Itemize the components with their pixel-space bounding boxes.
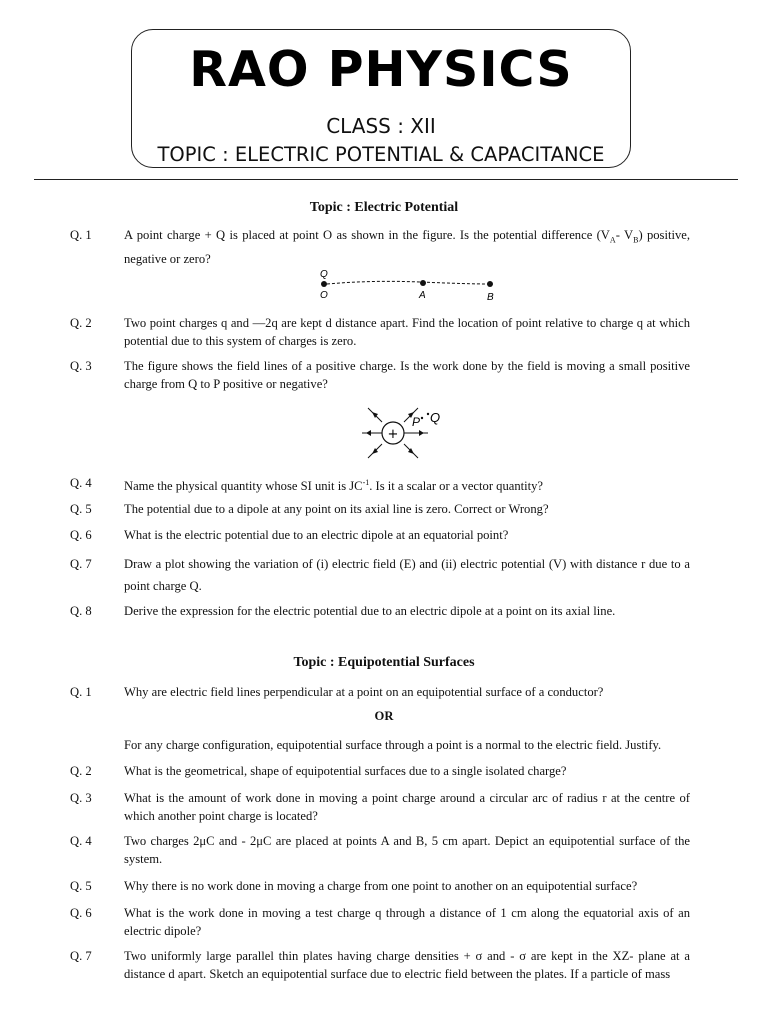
question-number: Q. 5 <box>70 502 92 516</box>
question-number: Q. 2 <box>70 316 92 330</box>
question-number: Q. 7 <box>70 949 92 963</box>
point-a <box>420 280 426 286</box>
topic-line: TOPIC : ELECTRIC POTENTIAL & CAPACITANCE <box>157 143 605 166</box>
question-text: What is the electric potential due to an electric dipole at an equatorial point? <box>124 528 509 542</box>
section-title-equipotential-surfaces: Topic : Equipotential Surfaces <box>293 655 475 670</box>
question-text: Two charges 2μC and - 2μC are placed at points A and B, 5 cm apart. Depict an equipotential surface of the system. <box>124 834 690 866</box>
question-number: Q. 4 <box>70 834 92 848</box>
figure-label-b: B <box>487 292 494 303</box>
question-text: Name the physical quantity whose SI unit is $JC^{-1}$. Is it a scalar or a vector quantity? <box>124 478 544 494</box>
figure-label-q: Q <box>320 269 328 280</box>
field-lines-figure <box>358 400 458 464</box>
brand-title: RAO PHYSICS <box>189 41 573 98</box>
or-separator: OR <box>374 709 394 723</box>
question-number: Q. 1 <box>70 228 92 242</box>
section-title-electric-potential: Topic : Electric Potential <box>309 200 459 215</box>
point-p-dot <box>421 417 423 419</box>
question-text: Two point charges q and —2q are kept d distance apart. Find the location of point relative to charge q at which potential due to this system of charges is zero. <box>124 316 690 348</box>
question-number: Q. 7 <box>70 557 92 571</box>
question-number: Q. 6 <box>70 906 92 920</box>
question-number: Q. 3 <box>70 791 92 805</box>
question-text: What is the amount of work done in moving a point charge around a circular arc of radius r at the centre of which another point charge is located? <box>124 791 690 823</box>
question-number: Q. 5 <box>70 879 92 893</box>
question-text: Why are electric field lines perpendicular at a point on an equipotential surface of a conductor? <box>124 685 604 699</box>
question-text: What is the work done in moving a test charge q through a distance of 1 cm along the equatorial axis of an electric dipole? <box>124 906 690 938</box>
question-number: Q. 4 <box>70 476 92 490</box>
question-text: The figure shows the field lines of a positive charge. Is the work done by the field is moving a small positive charge from Q to P positive or negative? <box>124 359 690 391</box>
arrow-head <box>366 430 371 436</box>
header-divider <box>34 179 738 180</box>
question-text: Two uniformly large parallel thin plates having charge densities + σ and - σ are kept in the XZ- plane at a distance d apart. Sketch an equipotential surface due to electric field between the plates. If a particle of mass <box>124 949 690 981</box>
point-b <box>487 281 493 287</box>
figure-label-a: A <box>419 290 426 301</box>
plus-sign: + <box>387 427 399 442</box>
question-text: Why there is no work done in moving a charge from one point to another on an equipotential surface? <box>124 879 638 893</box>
charge-point-o <box>321 281 327 287</box>
figure-label-o: O <box>320 290 328 301</box>
question-text: What is the geometrical, shape of equipotential surfaces due to a single isolated charge? <box>124 764 567 778</box>
figure-label-p: P <box>412 415 421 429</box>
question-text: Draw a plot showing the variation of (i) electric field (E) and (ii) electric potential (V) with distance r due to a point charge Q. <box>124 557 690 593</box>
question-number: Q. 1 <box>70 685 92 699</box>
question-number: Q. 8 <box>70 604 92 618</box>
question-text: The potential due to a dipole at any point on its axial line is zero. Correct or Wrong? <box>124 502 549 516</box>
header-box <box>131 29 631 168</box>
figure-label-q: Q <box>430 410 441 425</box>
question-text: A point charge + Q is placed at point O as shown in the figure. Is the potential difference ($V_A-$ $V_B$) positive, negative or zero? <box>124 228 690 266</box>
class-line: CLASS : XII <box>326 114 436 138</box>
question-number: Q. 2 <box>70 764 92 778</box>
question-text: For any charge configuration, equipotential surface through a point is a normal to the electric field. Justify. <box>124 738 662 752</box>
point-q-dot <box>427 413 429 415</box>
question-text: Derive the expression for the electric potential due to an electric dipole at a point on its axial line. <box>124 604 616 618</box>
arrow-head <box>419 430 424 436</box>
dashed-line <box>327 281 490 284</box>
charge-line-figure <box>312 266 502 304</box>
question-number: Q. 6 <box>70 528 92 542</box>
question-number: Q. 3 <box>70 359 92 373</box>
